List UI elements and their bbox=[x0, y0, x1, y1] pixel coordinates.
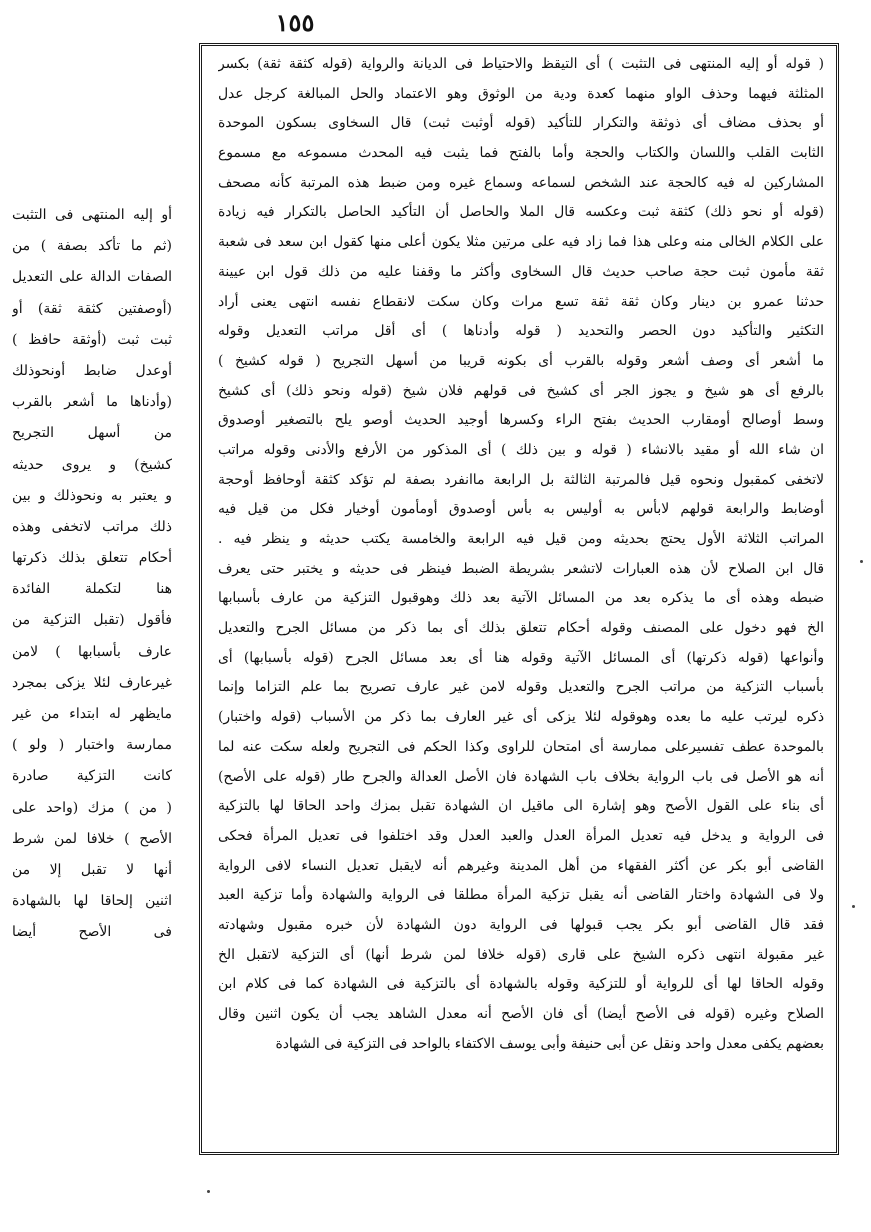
margin-line: كانت التزكية صادرة bbox=[12, 768, 172, 785]
margin-line: أو إليه المنتهى فى التثبت bbox=[12, 207, 172, 223]
commentary-line: ما أشعر أى وصف أشعر وقوله بالقرب أى بكونه قريبا من أسهل التجريح ( قوله كشيخ ) bbox=[218, 352, 824, 369]
commentary-line: الصلاح وغيره (قوله فى الأصح أيضا) أى فان الأصح أنه معدل الشاهد يجب أن يكون اثنين وقال bbox=[218, 1006, 824, 1022]
page-number: ١٥٥ bbox=[275, 8, 315, 37]
commentary-line: الخ فهو دخول على المصنف وقوله أحكام تتعلق بذلك أى بما ذكر من مسائل الجرح والتعديل bbox=[218, 620, 824, 637]
commentary-line: ان شاء الله أو مقيد بالانشاء ( قوله و بين ذلك ) أى المذكور من الأرفع والأدنى وقوله مراتب bbox=[218, 441, 824, 458]
commentary-line: غير مقبولة انتهى ذكره الشيخ على قارى (قوله خلافا لمن شرط أنها) أى التزكية لاتقبل الخ bbox=[218, 946, 824, 963]
commentary-line: بأسباب التزكية من مراتب الجرح والتعديل وقوله لامن غير عارف تصريح بما علم التزاما وإنما bbox=[218, 679, 824, 696]
margin-matn-text bbox=[12, 200, 172, 949]
commentary-line: وسط أوصالح أومقارب الحديث بفتح الراء وكسرها أوجيد الحديث أوصو يلح بالتصغير أوصدوق bbox=[218, 412, 824, 429]
commentary-line: ( قوله أو إليه المنتهى فى التثبت ) أى التيقظ والاحتياط فى الديانة والرواية (قوله كثقة ثقة) بكسر bbox=[218, 56, 824, 72]
commentary-line: المراتب الثلاثة الأول يحتج بحديثه ومن قيل فيه الرابعة والخامسة يكتب حديثه و ينظر فيه . bbox=[218, 531, 824, 547]
commentary-line: المشاركين له فيه كالحجة عند الشخص لسماعه وسماع غيره ومن ضبط هذه المرتبة كأنه مصحف bbox=[218, 174, 824, 191]
commentary-line: بعضهم يكفى معدل واحد ونقل عن أبى حنيفة وأبى يوسف الاكتفاء بالواحد فى التزكية فى الشهادة bbox=[275, 1035, 824, 1052]
commentary-line: أوضابط والرابعة قولهم لابأس به أوليس به بأس أوصدوق أومأمون أوخيار فكل من قيل فيه bbox=[218, 501, 824, 518]
margin-line: و يعتبر به ونحوذلك و بين bbox=[12, 487, 172, 504]
margin-line: الصفات الدالة على التعديل bbox=[12, 269, 172, 286]
margin-line: غيرعارف لئلا يزكى بمجرد bbox=[12, 674, 172, 691]
commentary-line: الثابت القلب واللسان والكتاب والحجة وأما بالفتح فما يثبت فيه المحدث مسموعه مع مسموع bbox=[218, 145, 824, 162]
commentary-text bbox=[218, 50, 824, 1150]
margin-line: (ثم ما تأكد بصفة ) من bbox=[12, 238, 172, 255]
margin-line: أوعدل ضابط أونحوذلك bbox=[12, 362, 172, 379]
margin-line: أحكام تتعلق بذلك ذكرتها bbox=[12, 550, 172, 567]
margin-line: (أوصفتين كثقة ثقة) أو bbox=[12, 300, 172, 317]
commentary-line: قال ابن الصلاح لأن هذه العبارات لاتشعر بشريطة الضبط فينظر فى حديثه و يختبر حتى يعرف bbox=[218, 560, 824, 577]
commentary-line: ذكره ليرتب عليه ما بعده وهوقوله لئلا يزكى أى غير العارف بما ذكر من الأسباب (قوله واختبار) bbox=[218, 709, 824, 726]
commentary-line: لاتخفى كمقبول ونحوه قيل فالمرتبة الثالثة بل الرابعة ماانفرد بصفة لم تؤكد كثقة أوحافظ أوحجة bbox=[218, 471, 824, 488]
margin-line: أنها لا تقبل إلا من bbox=[12, 861, 172, 878]
scan-speck bbox=[852, 905, 855, 908]
margin-line: (وأدناها ما أشعر بالقرب bbox=[12, 394, 172, 411]
scan-speck bbox=[207, 1190, 210, 1193]
margin-line: ثبت ثبت (أوثقة حافظ ) bbox=[12, 331, 172, 348]
margin-line: ( من ) مزك (واحد على bbox=[12, 799, 172, 816]
commentary-line: ضبطه وهذه أى ما يذكره بعد من المسائل الآتية بعد ذلك وهوقبول التزكية من عارف بأسبابها bbox=[218, 590, 824, 607]
commentary-line: ثقة مأمون ثبت حجة صاحب حديث قال السخاوى وأكثر ما وقفنا عليه من ذلك قول ابن عيينة bbox=[218, 263, 824, 280]
margin-line: الأصح ) خلافا لمن شرط bbox=[12, 830, 172, 847]
commentary-line: بالموحدة عطف تفسيرعلى ممارسة أى امتحان للراوى وكذا الحكم فى التجريح ولعله سكت عنه لما bbox=[218, 738, 824, 755]
commentary-line: على الكلام الخالى منه وعلى هذا فما زاد فيه على مرتين مثلا يكون أعلى منها كقول ابن سعد فى شعبة bbox=[218, 234, 824, 251]
margin-line: عارف بأسبابها ) لامن bbox=[12, 643, 172, 660]
scan-speck bbox=[860, 560, 863, 563]
commentary-line: أى بناء على القول الأصح وهو إشارة الى ماقيل ان الشهادة تقبل بمزك واحد الحاقا لها بالتزكية bbox=[218, 798, 824, 815]
commentary-line: بالرفع أى هو شيخ و يجوز الجر أى كشيخ فى قولهم فلان شيخ (قوله ونحو ذلك) أى كشيخ bbox=[218, 382, 824, 399]
margin-line: هنا لتكملة الفائدة bbox=[12, 581, 172, 598]
margin-line: فى الأصح أيضا bbox=[12, 924, 172, 941]
margin-line: كشيخ) و يروى حديثه bbox=[12, 456, 172, 473]
commentary-line: وقوله الحاقا لها أى للرواية أو للتزكية وقوله بالشهادة أى بالتزكية فى الشهادة كما فى كلام ابن bbox=[218, 976, 824, 993]
commentary-line: وأنواعها (قوله ذكرتها) أى المسائل الآتية وقوله هنا أى بعد مسائل الجرح (قوله بأسبابها) أى bbox=[218, 649, 824, 666]
commentary-line: حدثنا عمرو بن دينار وكان ثقة ثقة تسع مرات وكان سكت لانقطاع نفسه انتهى يعنى أراد bbox=[218, 293, 824, 310]
commentary-line: التكثير والتأكيد دون الحصر والتحديد ( قوله وأدناها ) أى أقل مراتب التعديل وقوله bbox=[218, 323, 824, 340]
margin-line: من أسهل التجريح bbox=[12, 425, 172, 442]
margin-line: فأقول (تقبل التزكية من bbox=[12, 612, 172, 629]
margin-line: ذلك مراتب لاتخفى وهذه bbox=[12, 518, 172, 535]
commentary-line: أو بحذف مضاف أى ذوثقة والتكرار للتأكيد (قوله أوثبت ثبت) قال السخاوى بسكون الموحدة bbox=[218, 115, 824, 132]
commentary-line: القاضى أبو بكر عن أكثر الفقهاء من أهل المدينة وغيرهم أنه لايقبل تعديل النساء لافى الرواية bbox=[218, 857, 824, 874]
commentary-line: أنه هو الأصل فى باب الرواية بخلاف باب الشهادة فان الأصل العدالة والجرح طار (قوله على الأصح) bbox=[218, 768, 824, 785]
commentary-line: فقد قال القاضى أبو بكر يجب قبولها فى الرواية دون الشهادة لأن خبره مقبول وشهادته bbox=[218, 916, 824, 933]
margin-line: ممارسة واختبار ( ولو ) bbox=[12, 737, 172, 754]
margin-line: اثنين إلحاقا لها بالشهادة bbox=[12, 893, 172, 910]
commentary-line: فى الرواية و يدخل فيه تعديل المرأة العدل والعبد العدل وقد اختلفوا فى تعديل المرأة فحكى bbox=[218, 827, 824, 844]
commentary-line: ولا فى الشهادة واختار القاضى أنه يقبل تزكية المرأة مطلقا فى الرواية والشهادة وأما تزكية العبد bbox=[218, 887, 824, 904]
margin-line: مايظهر له ابتداء من غير bbox=[12, 706, 172, 722]
commentary-line: (قوله أو نحو ذلك) كثقة ثبت وعكسه قال الملا والحاصل أن التأكيد الحاصل بالتكرار فيه زيادة bbox=[218, 204, 824, 221]
commentary-line: المثلثة فيهما وحذف الواو منهما كعدة ودية من الوثوق وهو الاعتماد والحل المبالغة كرجل عدل bbox=[218, 85, 824, 102]
